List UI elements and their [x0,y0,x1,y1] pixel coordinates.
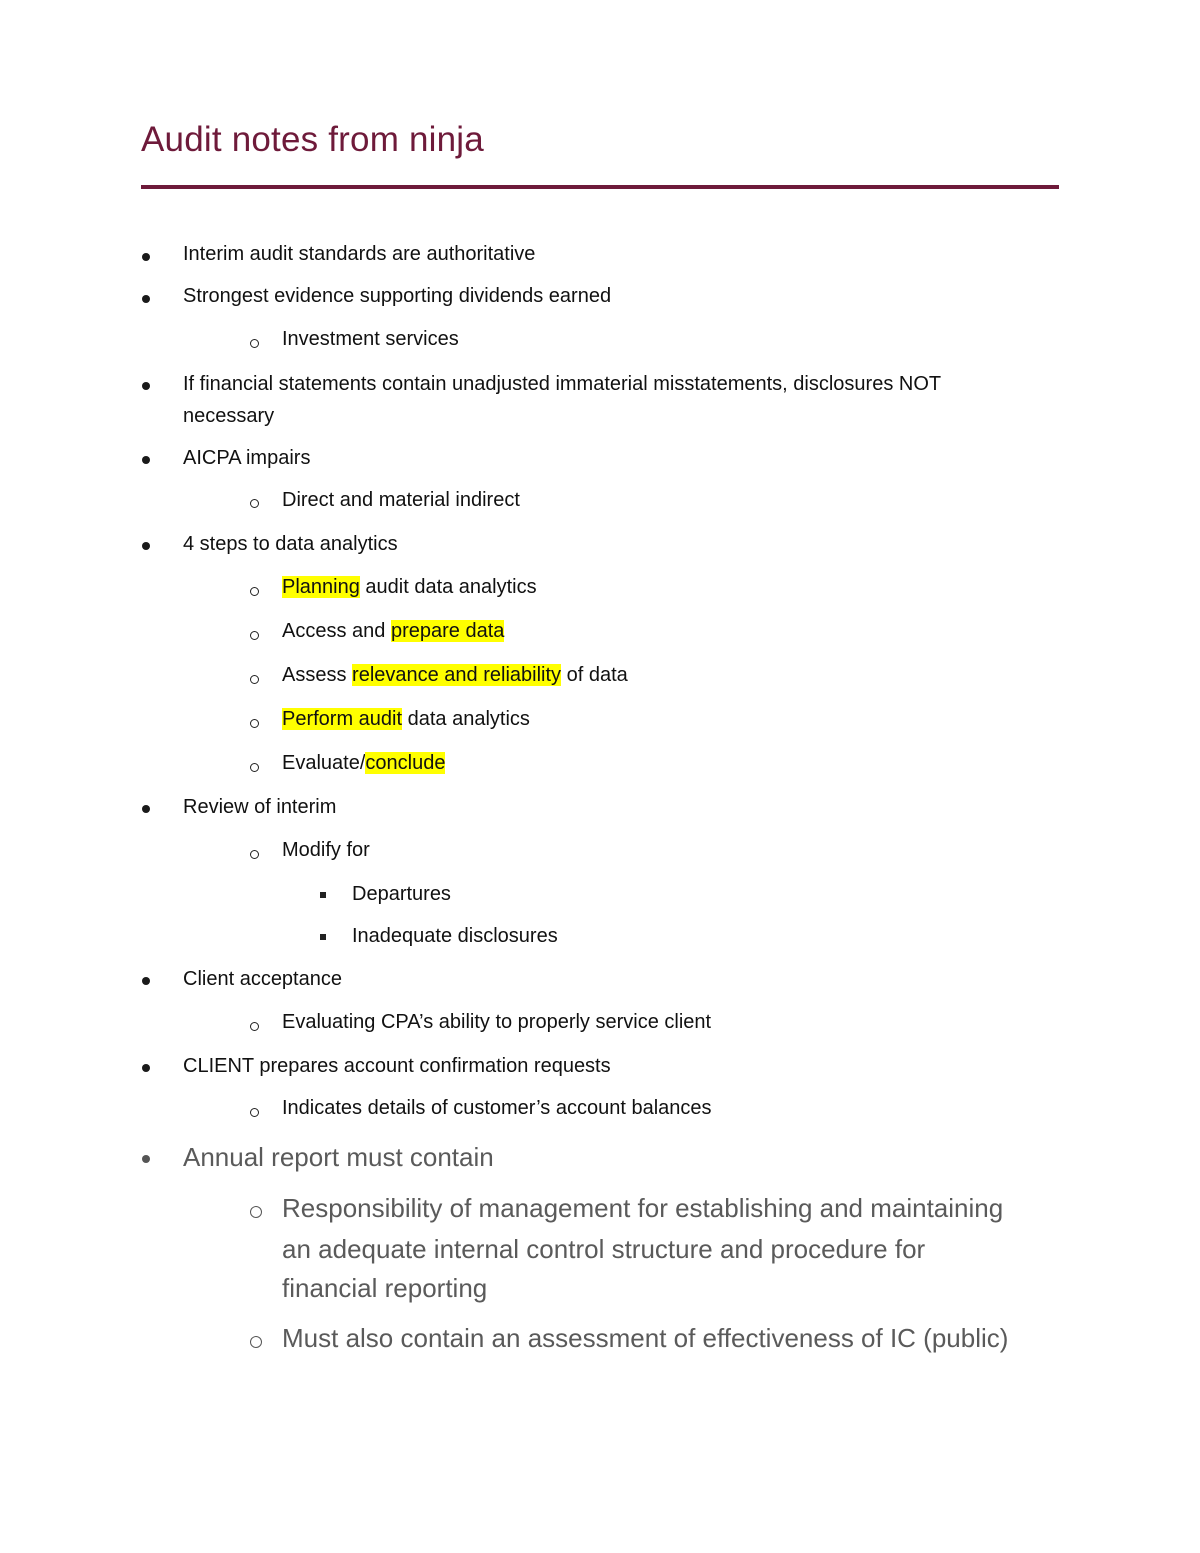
list-item: Departures [352,883,451,905]
bullet-dot [142,382,150,390]
list-item: Review of interim [183,796,337,818]
bullet-circle [250,1108,259,1117]
bullet-dot [142,977,150,985]
list-item: Evaluate/conclude [282,752,446,774]
bullet-circle [250,1336,262,1348]
list-item: Client acceptance [183,968,342,990]
bullet-dot [142,805,150,813]
list-item: Inadequate disclosures [352,925,558,947]
list-item: Direct and material indirect [282,489,520,511]
highlight: conclude [365,752,446,774]
bullet-circle [250,1022,259,1031]
bullet-circle [250,850,259,859]
list-item-continuation: financial reporting [282,1273,488,1303]
bullet-circle [250,719,259,728]
bullet-square [320,892,326,898]
list-item: Interim audit standards are authoritative [183,243,536,265]
list-item: Responsibility of management for establishing and maintaining [282,1193,1004,1223]
list-item: Evaluating CPA’s ability to properly service client [282,1011,712,1033]
bullet-dot [142,1155,150,1163]
bullet-circle [250,587,259,596]
bullet-circle [250,675,259,684]
list-item: Indicates details of customer’s account balances [282,1097,712,1119]
highlight: relevance and reliability [352,664,562,686]
document-title: Audit notes from ninja [141,120,484,159]
list-item: If financial statements contain unadjusted immaterial misstatements, disclosures NOT [183,373,942,395]
list-item: Investment services [282,328,459,350]
bullet-circle [250,339,259,348]
bullet-circle [250,631,259,640]
bullet-circle [250,763,259,772]
list-item: Planning audit data analytics [282,576,537,598]
list-item: Modify for [282,839,370,861]
highlight: Perform audit [282,708,403,730]
title-rule [141,185,1059,189]
list-item: AICPA impairs [183,447,311,469]
list-item-continuation: an adequate internal control structure and procedure for [282,1234,926,1264]
bullet-dot [142,1064,150,1072]
list-item: Annual report must contain [183,1142,494,1172]
highlight: Planning [282,576,360,598]
bullet-circle [250,499,259,508]
list-item: Assess relevance and reliability of data [282,664,628,686]
list-item: Access and prepare data [282,620,505,642]
bullet-dot [142,253,150,261]
list-item: CLIENT prepares account confirmation requests [183,1055,611,1077]
bullet-circle [250,1206,262,1218]
list-item: Perform audit data analytics [282,708,530,730]
list-item: 4 steps to data analytics [183,533,398,555]
highlight: prepare data [390,620,505,642]
list-item: Strongest evidence supporting dividends earned [183,285,612,307]
bullet-dot [142,295,150,303]
bullet-dot [142,542,150,550]
bullet-dot [142,456,150,464]
bullet-square [320,934,326,940]
list-item-continuation: necessary [183,405,275,427]
list-item: Must also contain an assessment of effectiveness of IC (public) [282,1323,1009,1353]
